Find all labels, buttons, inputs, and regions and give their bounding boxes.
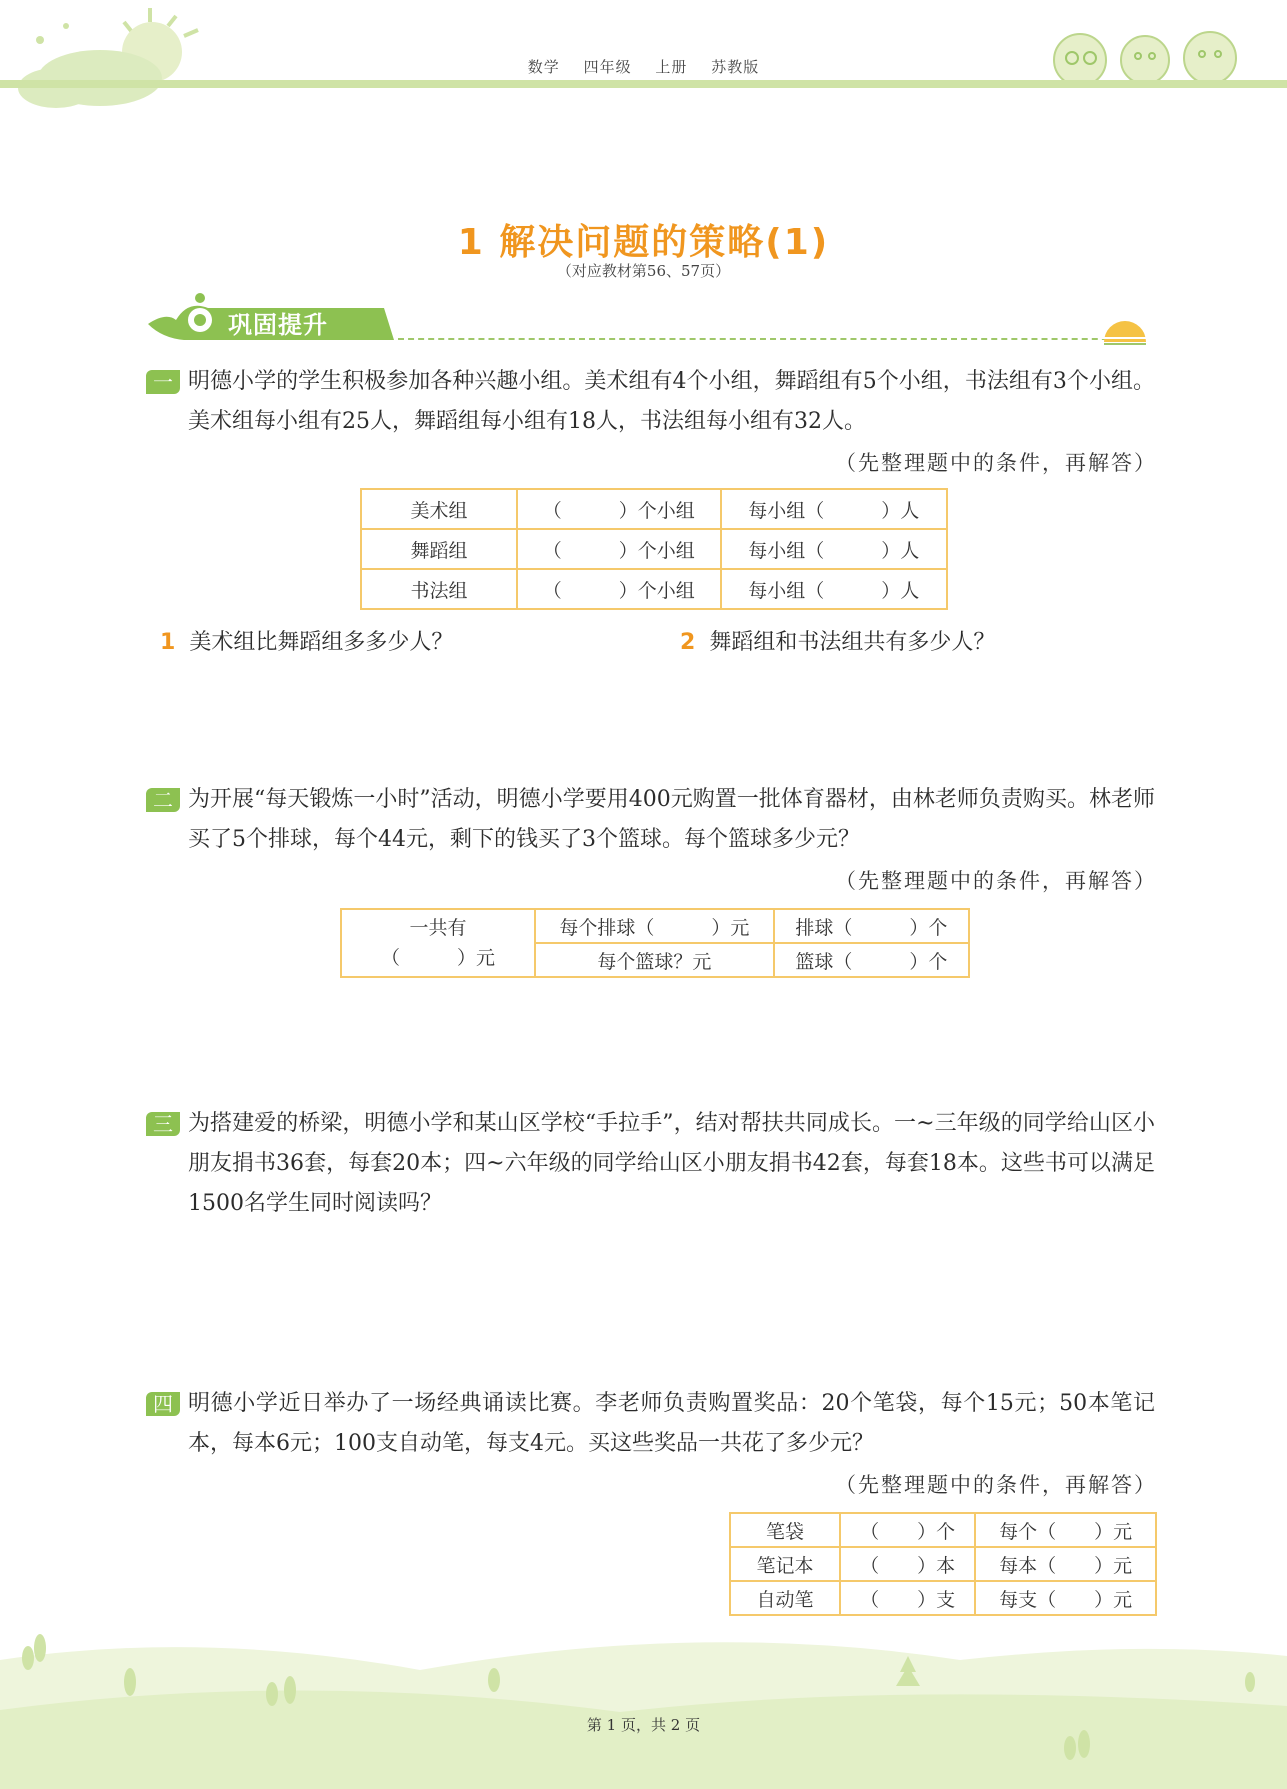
sub-question-text: 舞蹈组和书法组共有多少人？ [709, 630, 996, 655]
table-cell: 每支（ ）元 [975, 1581, 1156, 1615]
question-2-table [340, 908, 970, 978]
sunset-icon [1100, 318, 1150, 346]
header-bar [0, 80, 1287, 88]
sub-question-text: 美术组比舞蹈组多多少人？ [189, 630, 454, 655]
sub-question-number: 1 [160, 630, 176, 655]
question-4-hint: （先整理题中的条件，再解答） [835, 1473, 1157, 1497]
total-label: 一共有 [409, 917, 467, 939]
edition: 苏教版 [711, 58, 760, 76]
section-title: 巩固提升 [228, 311, 328, 339]
total-cell [341, 909, 535, 977]
total-value: （ ）元 [380, 947, 495, 969]
table-cell: （ ）本 [840, 1547, 975, 1581]
question-1-hint: （先整理题中的条件，再解答） [835, 451, 1157, 475]
table-cell: 舞蹈组 [361, 529, 517, 569]
table-cell: 每个（ ）元 [975, 1513, 1156, 1547]
table-row [341, 909, 969, 943]
table-row [361, 569, 947, 609]
table-cell: 书法组 [361, 569, 517, 609]
question-1-text: 明德小学的学生积极参加各种兴趣小组。美术组有4个小组，舞蹈组有5个小组，书法组有3个小组。美术组每小组有25人，舞蹈组每小组有18人，书法组每小组有32人。 [188, 369, 1155, 434]
question-4-text: 明德小学近日举办了一场经典诵读比赛。李老师负责购置奖品：20个笔袋，每个15元；50本笔记本，每本6元；100支自动笔，每支4元。买这些奖品一共花了多少元？ [188, 1391, 1155, 1456]
table-cell: 美术组 [361, 489, 517, 529]
table-row [361, 529, 947, 569]
table-cell: （ ）个 [840, 1513, 975, 1547]
question-1-table [360, 488, 948, 610]
table-cell: 每小组（ ）人 [721, 529, 947, 569]
sub-question-2 [680, 625, 995, 656]
question-3-text: 为搭建爱的桥梁，明德小学和某山区学校“手拉手”，结对帮扶共同成长。一~三年级的同学给山区小朋友捐书36套，每套20本；四~六年级的同学给山区小朋友捐书42套，每套18本。这些书可以满足1500名学生同时阅读吗？ [188, 1111, 1155, 1216]
table-cell: （ ）个小组 [517, 489, 721, 529]
footer-hills-decoration [0, 1620, 1287, 1789]
page-title: 1 解决问题的策略(1) [457, 222, 830, 263]
question-number-3: 三 [146, 1112, 180, 1136]
table-cell: 笔记本 [730, 1547, 840, 1581]
table-cell: 自动笔 [730, 1581, 840, 1615]
table-cell: 篮球（ ）个 [774, 943, 969, 977]
page-subtitle: （对应教材第56、57页） [556, 262, 731, 280]
table-cell: 笔袋 [730, 1513, 840, 1547]
question-number-2: 二 [146, 788, 180, 812]
question-number-4: 四 [146, 1392, 180, 1416]
table-cell: （ ）个小组 [517, 569, 721, 609]
table-cell: 每小组（ ）人 [721, 489, 947, 529]
table-row [730, 1581, 1156, 1615]
table-cell: 每个篮球？元 [535, 943, 774, 977]
table-cell: 每个排球（ ）元 [535, 909, 774, 943]
table-cell: （ ）个小组 [517, 529, 721, 569]
subject: 数学 [527, 58, 560, 76]
header-sun-cloud-decoration [0, 0, 220, 110]
table-cell: 每小组（ ）人 [721, 569, 947, 609]
question-4-table [729, 1512, 1157, 1616]
book-info [0, 56, 1287, 77]
page-number: 第 1 页，共 2 页 [586, 1716, 701, 1734]
section-divider [398, 338, 1138, 340]
sub-question-number: 2 [680, 630, 696, 655]
volume: 上册 [655, 58, 688, 76]
question-number-1: 一 [146, 370, 180, 394]
grade: 四年级 [583, 58, 632, 76]
question-2-text: 为开展“每天锻炼一小时”活动，明德小学要用400元购置一批体育器材，由林老师负责购买。林老师买了5个排球，每个44元，剩下的钱买了3个篮球。每个篮球多少元？ [188, 787, 1155, 852]
table-row [730, 1547, 1156, 1581]
table-row [361, 489, 947, 529]
table-cell: 排球（ ）个 [774, 909, 969, 943]
sub-question-1 [160, 625, 453, 656]
table-cell: （ ）支 [840, 1581, 975, 1615]
table-cell: 每本（ ）元 [975, 1547, 1156, 1581]
table-row [730, 1513, 1156, 1547]
question-2-hint: （先整理题中的条件，再解答） [835, 869, 1157, 893]
